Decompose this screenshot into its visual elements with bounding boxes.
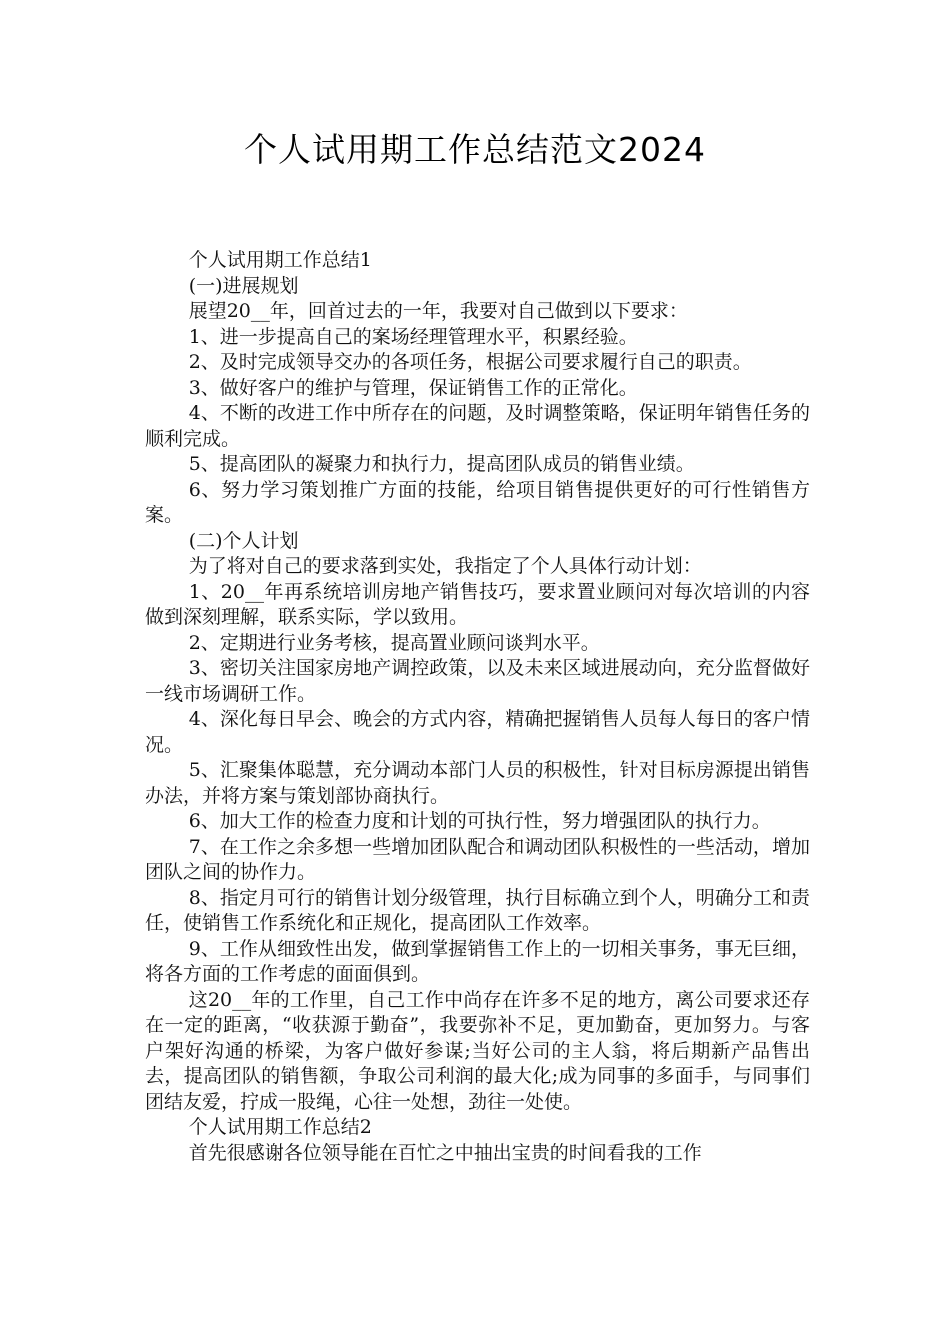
list-item: 2、及时完成领导交办的各项任务，根据公司要求履行自己的职责。: [188, 351, 752, 373]
list-item: 5、提高团队的凝聚力和执行力，提高团队成员的销售业绩。: [188, 453, 695, 475]
list-item: 7、在工作之余多想一些增加团队配合和调动团队积极性的一些活动，增加团队之间的协作力。: [145, 835, 810, 883]
list-item: 1、20__年再系统培训房地产销售技巧，要求置业顾问对每次培训的内容做到深刻理解，联系实际，学以致用。: [145, 580, 810, 628]
paragraph: 这20__年的工作里，自己工作中尚存在许多不足的地方，离公司要求还存在一定的距离，“收获源于勤奋”，我要弥补不足，更加勤奋，更加努力。与客户架好沟通的桥梁，为客户做好参谋;当好公司的主人翁，将后期新产品售出去，提高团队的销售额，争取公司利润的最大化;成为同事的多面手，与同事们团结友爱，拧成一股绳，心往一处想，劲往一处使。: [145, 988, 810, 1113]
list-item: 5、汇聚集体聪慧，充分调动本部门人员的积极性，针对目标房源提出销售办法，并将方案与策划部协商执行。: [145, 759, 810, 807]
section-heading: 个人试用期工作总结2: [188, 1116, 372, 1138]
list-item: 9、工作从细致性出发，做到掌握销售工作上的一切相关事务，事无巨细，将各方面的工作考虑的面面俱到。: [145, 937, 810, 985]
subsection-heading: (一)进展规划: [188, 274, 299, 297]
list-item: 6、努力学习策划推广方面的技能，给项目销售提供更好的可行性销售方案。: [145, 478, 810, 526]
document-title: 个人试用期工作总结范文2024: [244, 130, 706, 169]
list-item: 3、密切关注国家房地产调控政策，以及未来区域进展动向，充分监督做好一线市场调研工作。: [145, 657, 810, 705]
paragraph: 首先很感谢各位领导能在百忙之中抽出宝贵的时间看我的工作: [188, 1141, 702, 1164]
list-item: 8、指定月可行的销售计划分级管理，执行目标确立到个人，明确分工和责任，使销售工作系统化和正规化，提高团队工作效率。: [145, 886, 810, 934]
paragraph: 为了将对自己的要求落到实处，我指定了个人具体行动计划：: [188, 555, 702, 577]
list-item: 4、不断的改进工作中所存在的问题，及时调整策略，保证明年销售任务的顺利完成。: [145, 402, 810, 450]
section-heading: 个人试用期工作总结1: [188, 249, 372, 271]
list-item: 1、进一步提高自己的案场经理管理水平，积累经验。: [188, 325, 638, 348]
subsection-heading: (二)个人计划: [188, 529, 299, 552]
list-item: 6、加大工作的检查力度和计划的可执行性，努力增强团队的执行力。: [188, 810, 771, 832]
list-item: 4、深化每日早会、晚会的方式内容，精确把握销售人员每人每日的客户情况。: [145, 708, 810, 756]
paragraph: 展望20__年，回首过去的一年，我要对自己做到以下要求：: [188, 300, 688, 322]
list-item: 3、做好客户的维护与管理，保证销售工作的正常化。: [188, 376, 638, 399]
document-body: [145, 248, 810, 1166]
list-item: 2、定期进行业务考核，提高置业顾问谈判水平。: [188, 631, 600, 654]
